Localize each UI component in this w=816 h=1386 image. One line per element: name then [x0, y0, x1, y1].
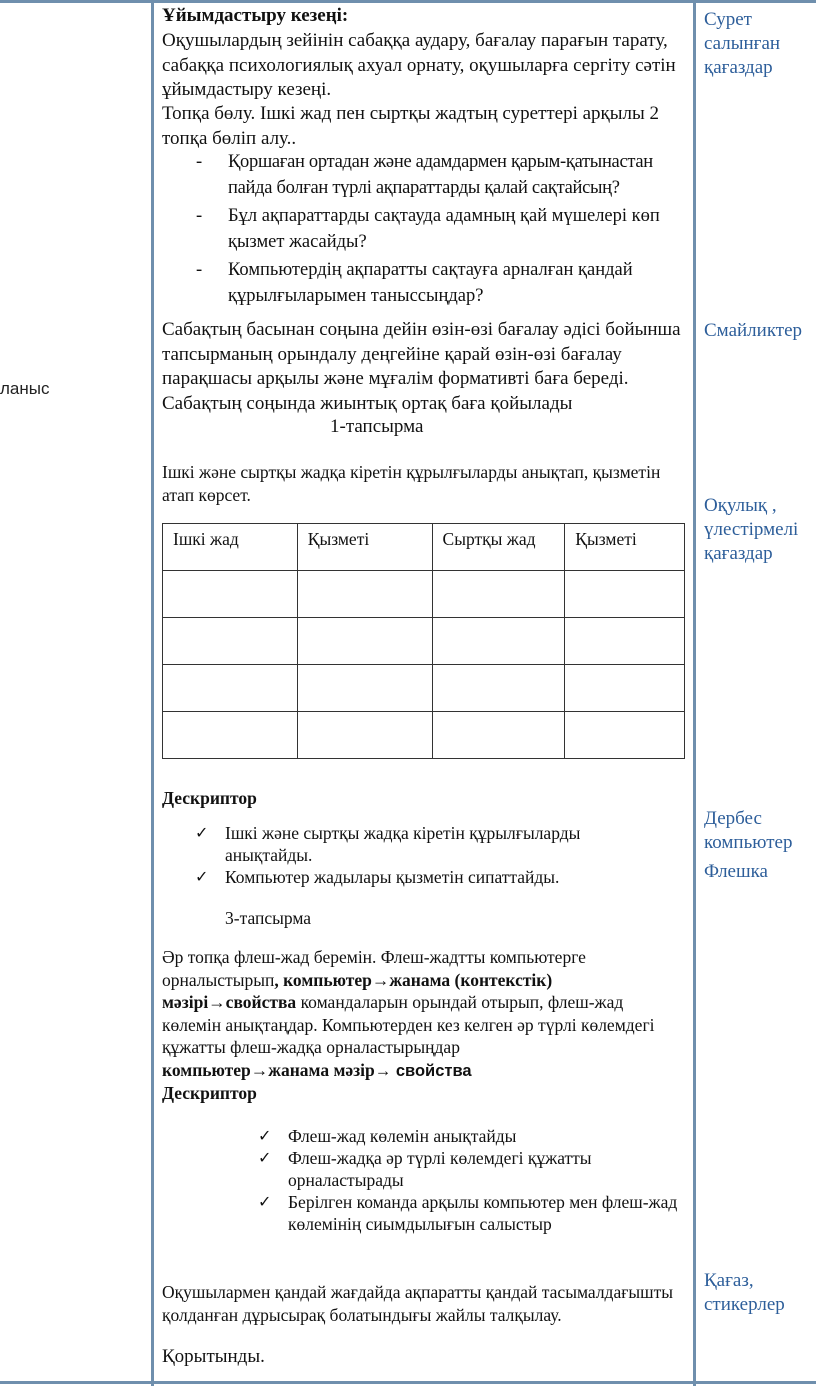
- task3-part1: Әр топқа флеш-жад беремін. Флеш-жадтты компьютерге орналыстырып: [162, 947, 586, 990]
- question-text: Компьютердің ақпаратты сақтауға арналған қандай құрылғыларымен таныссыңдар?: [228, 260, 633, 306]
- table-header-row: [163, 524, 685, 571]
- table-cell[interactable]: [163, 712, 298, 759]
- intro-paragraph: Оқушылардың зейінін сабаққа аудару, бағалау парағын тарату, сабаққа психологиялық ахуал орнату, оқушыларға сергіту сәтін ұйымдастыру кезеңі.: [162, 30, 676, 100]
- column-divider-left: [151, 0, 154, 1386]
- resource-textbook: Оқулық , үлестірмелі қағаздар: [704, 495, 799, 564]
- descriptor-text: Компьютер жадылары қызметін сипаттайды.: [225, 867, 560, 887]
- list-item: - Компьютердің ақпаратты сақтауға арналған қандай құрылғыларымен таныссыңдар?: [162, 257, 687, 309]
- list-item: - Бұл ақпараттарды сақтауда адамның қай мүшелері көп қызмет жасайды?: [162, 203, 687, 255]
- descriptor2-list: [258, 1125, 678, 1235]
- list-item: [258, 1125, 678, 1147]
- question-text: Бұл ақпараттарды сақтауда адамның қай мүшелері көп қызмет жасайды?: [228, 206, 660, 252]
- column-divider-right: [693, 0, 696, 1386]
- checkmark-icon: ✓: [195, 867, 209, 886]
- table-cell[interactable]: [432, 665, 565, 712]
- resource-computer: Дербес компьютер: [704, 808, 793, 853]
- list-item: - Қоршаған ортадан және адамдармен қарым-қатынастан пайда болған түрлі ақпараттарды қалай сақтайсың?: [162, 149, 687, 201]
- descriptor-text: Ішкі және сыртқы жадқа кіретін құрылғыларды анықтайды.: [225, 823, 581, 865]
- task3-title: 3-тапсырма: [225, 908, 312, 928]
- descriptor1-title: Дескриптор: [162, 788, 257, 808]
- descriptor-text: Флеш-жад көлемін анықтайды: [288, 1126, 517, 1146]
- resource-flash-drive: Флешка: [704, 861, 768, 882]
- checkmark-icon: ✓: [258, 1192, 272, 1211]
- descriptor1-list: [195, 822, 655, 888]
- assessment-paragraph: Сабақтың басынан соңына дейін өзін-өзі бағалау әдісі бойынша тапсырманың орындалу деңгейіне қарай өзін-өзі бағалау парақшасы арқылы және мұғалім формативті баға береді. Сабақтың соңында жиынтық ортақ баға қойылады: [162, 319, 681, 414]
- task3-arrow-properties: → свойства: [374, 1061, 472, 1080]
- table-cell[interactable]: [163, 571, 298, 618]
- table-header-cell: Сыртқы жад: [432, 524, 565, 571]
- list-item: [258, 1191, 678, 1235]
- table-row: [163, 618, 685, 665]
- table-row: [163, 665, 685, 712]
- descriptor2-title: Дескриптор: [162, 1083, 257, 1103]
- question-text: Қоршаған ортадан және адамдармен қарым-қатынастан пайда болған түрлі ақпараттарды қалай сақтайсың?: [228, 152, 653, 198]
- table-cell[interactable]: [163, 618, 298, 665]
- resource-pictures: Сурет салынған қағаздар: [704, 9, 781, 78]
- discussion-paragraph: Оқушылармен қандай жағдайда ақпаратты қандай тасымалдағышты қолданған дұрысырақ болатындығы жайлы талқылау.: [162, 1282, 674, 1325]
- table-cell[interactable]: [297, 712, 432, 759]
- devices-table: [162, 523, 685, 759]
- table-row: [163, 571, 685, 618]
- conclusion: Қорытынды.: [162, 1346, 265, 1367]
- table-cell[interactable]: [297, 571, 432, 618]
- group-split-paragraph: Топқа бөлу. Ішкі жад пен сыртқы жадтың суреттері арқылы 2 топқа бөліп алу..: [162, 103, 660, 149]
- table-cell[interactable]: [565, 571, 685, 618]
- table-cell[interactable]: [163, 665, 298, 712]
- table-header-cell: Қызметі: [565, 524, 685, 571]
- table-cell[interactable]: [297, 665, 432, 712]
- descriptor-text: Флеш-жадқа әр түрлі көлемдегі құжатты орналастырады: [288, 1148, 592, 1190]
- task3-command-path-2: компьютер→жанама мәзір: [162, 1059, 375, 1080]
- task3-command-path: , компьютер→жанама (контекстік) мәзірі→свойства: [162, 969, 553, 1012]
- table-header-cell: Ішкі жад: [163, 524, 298, 571]
- checkmark-icon: ✓: [258, 1126, 272, 1145]
- checkmark-icon: ✓: [195, 823, 209, 842]
- list-item: [258, 1147, 678, 1191]
- left-column-label: ланыс: [0, 379, 50, 398]
- table-cell[interactable]: [565, 712, 685, 759]
- list-item: [195, 822, 655, 866]
- task3-part2: командаларын орындай отырып, флеш-жад көлемін анықтаңдар. Компьютерден кез келген әр түрлі көлемдегі құжатты флеш-жадқа орналастырыңдар: [162, 992, 655, 1057]
- table-cell[interactable]: [432, 571, 565, 618]
- task3-text: [162, 946, 682, 1082]
- descriptor-text: Берілген команда арқылы компьютер мен флеш-жад көлемінің сиымдылығын салыстыр: [288, 1192, 678, 1234]
- question-list: [162, 149, 687, 309]
- table-cell[interactable]: [432, 712, 565, 759]
- table-cell[interactable]: [432, 618, 565, 665]
- table-row: [163, 712, 685, 759]
- table-cell[interactable]: [565, 665, 685, 712]
- task1-title: 1-тапсырма: [330, 416, 424, 437]
- resource-paper-stickers: Қағаз, стикерлер: [704, 1270, 785, 1315]
- table-cell[interactable]: [565, 618, 685, 665]
- resource-smileys: Смайликтер: [704, 320, 803, 341]
- stage-heading: Ұйымдастыру кезеңі:: [162, 5, 349, 26]
- checkmark-icon: ✓: [258, 1148, 272, 1167]
- task1-text: Ішкі және сыртқы жадқа кіретін құрылғыларды анықтап, қызметін атап көрсет.: [162, 462, 661, 505]
- table-header-cell: Қызметі: [297, 524, 432, 571]
- table-cell[interactable]: [297, 618, 432, 665]
- list-item: [195, 866, 655, 888]
